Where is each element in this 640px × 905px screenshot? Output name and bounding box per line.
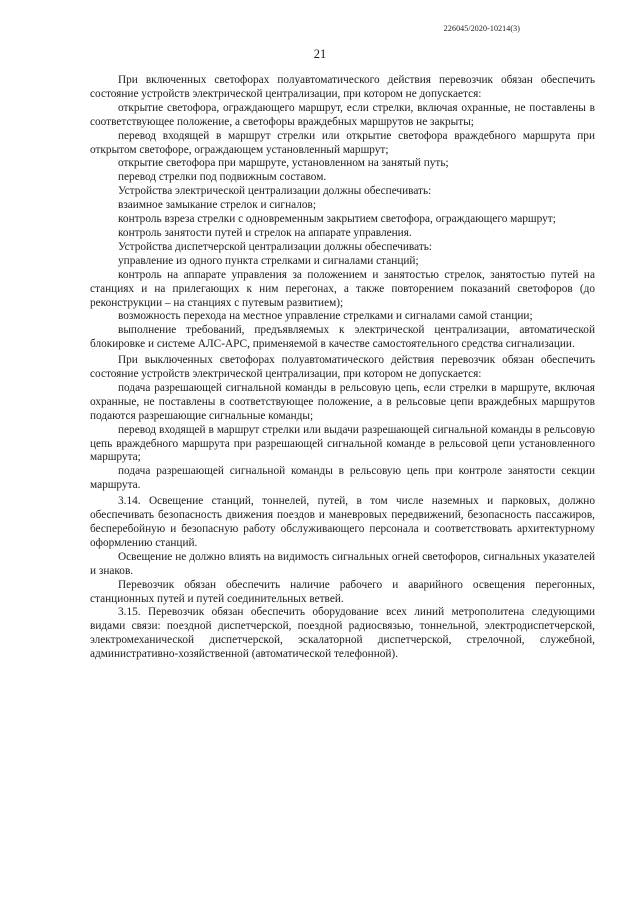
paragraph: контроль занятости путей и стрелок на аппарате управления. <box>118 226 412 239</box>
paragraph: Освещение не должно влиять на видимость сигнальных огней светофоров, сигнальных указателей и знаков. <box>90 550 595 577</box>
paragraph: перевод входящей в маршрут стрелки или открытие светофора враждебного маршрута при открытом светофоре, ограждающем установленный маршрут; <box>90 129 595 156</box>
paragraph: перевод входящей в маршрут стрелки или выдачи разрешающей сигнальной команды в рельсовую цепь враждебного маршрута при разрешающей сигнальной команде в рельсовой цепи установленного маршрута; <box>90 423 595 464</box>
paragraph: открытие светофора при маршруте, установленном на занятый путь; <box>118 157 449 170</box>
paragraph: управление из одного пункта стрелками и сигналами станций; <box>118 254 419 267</box>
paragraph: Устройства диспетчерской централизации должны обеспечивать: <box>118 240 433 253</box>
paragraph: контроль на аппарате управления за положением и занятостью стрелок, занятостью путей на станциях и на прилегающих к ним перегонах, а также повторением показаний светофоров (до реконструкции – на станциях с путевым развитием); <box>90 268 595 309</box>
paragraph: возможность перехода на местное управление стрелками и сигналами самой станции; <box>118 310 533 323</box>
paragraph: При включенных светофорах полуавтоматического действия перевозчик обязан обеспечить состояние устройств электрической централизации, при котором не допускается: <box>90 74 595 100</box>
paragraph: Перевозчик обязан обеспечить наличие рабочего и аварийного освещения перегонных, станционных путей и путей соединительных ветвей. <box>90 578 595 605</box>
section-3-15-paragraph: 3.15. Перевозчик обязан обеспечить оборудование всех линий метрополитена следующими видами связи: поездной диспетчерской, поездной радиосвязью, тоннельной, электродиспетчерской, электромеханической диспетчерской, эскалаторной диспетчерской, стрелочной, служебной, административно-хозяйственной (автоматической телефонной). <box>90 606 595 661</box>
page-number: 21 <box>313 47 327 61</box>
document-body <box>90 74 595 662</box>
paragraph: взаимное замыкание стрелок и сигналов; <box>118 199 316 212</box>
paragraph: перевод стрелки под подвижным составом. <box>118 171 327 184</box>
paragraph: При выключенных светофорах полуавтоматического действия перевозчик обязан обеспечить состояние устройств электрической централизации, при котором не допускается: <box>90 354 595 381</box>
paragraph: контроль взреза стрелки с одновременным закрытием светофора, ограждающего маршрут; <box>118 213 556 226</box>
paragraph: подача разрешающей сигнальной команды в рельсовую цепь при контроле занятости секции маршрута. <box>90 465 595 492</box>
paragraph: выполнение требований, предъявляемых к электрической централизации, автоматической блокировке и системе АЛС-АРС, применяемой в качестве самостоятельного средства сигнализации. <box>90 324 595 351</box>
document-registration-code: 226045/2020-10214(3) <box>443 24 520 33</box>
paragraph: Устройства электрической централизации должны обеспечивать: <box>118 185 432 198</box>
paragraph: открытие светофора, ограждающего маршрут, если стрелки, включая охранные, не поставлены в соответствующее положение, а светофоры враждебных маршрутов не закрыты; <box>90 101 595 128</box>
section-3-14-paragraph: 3.14. Освещение станций, тоннелей, путей, в том числе наземных и парковых, должно обеспечивать безопасность движения поездов и маневровых передвижений, безопасность пассажиров, бесперебойную и безопасную работу обслуживающего персонала и соответствовать архитектурному оформлению станций. <box>90 495 595 549</box>
paragraph: подача разрешающей сигнальной команды в рельсовую цепь, если стрелки в маршруте, включая охранные, не поставлены в соответствующее положение, а в рельсовые цепи враждебных маршрутов подаются разрешающие сигнальные команды; <box>90 381 595 422</box>
